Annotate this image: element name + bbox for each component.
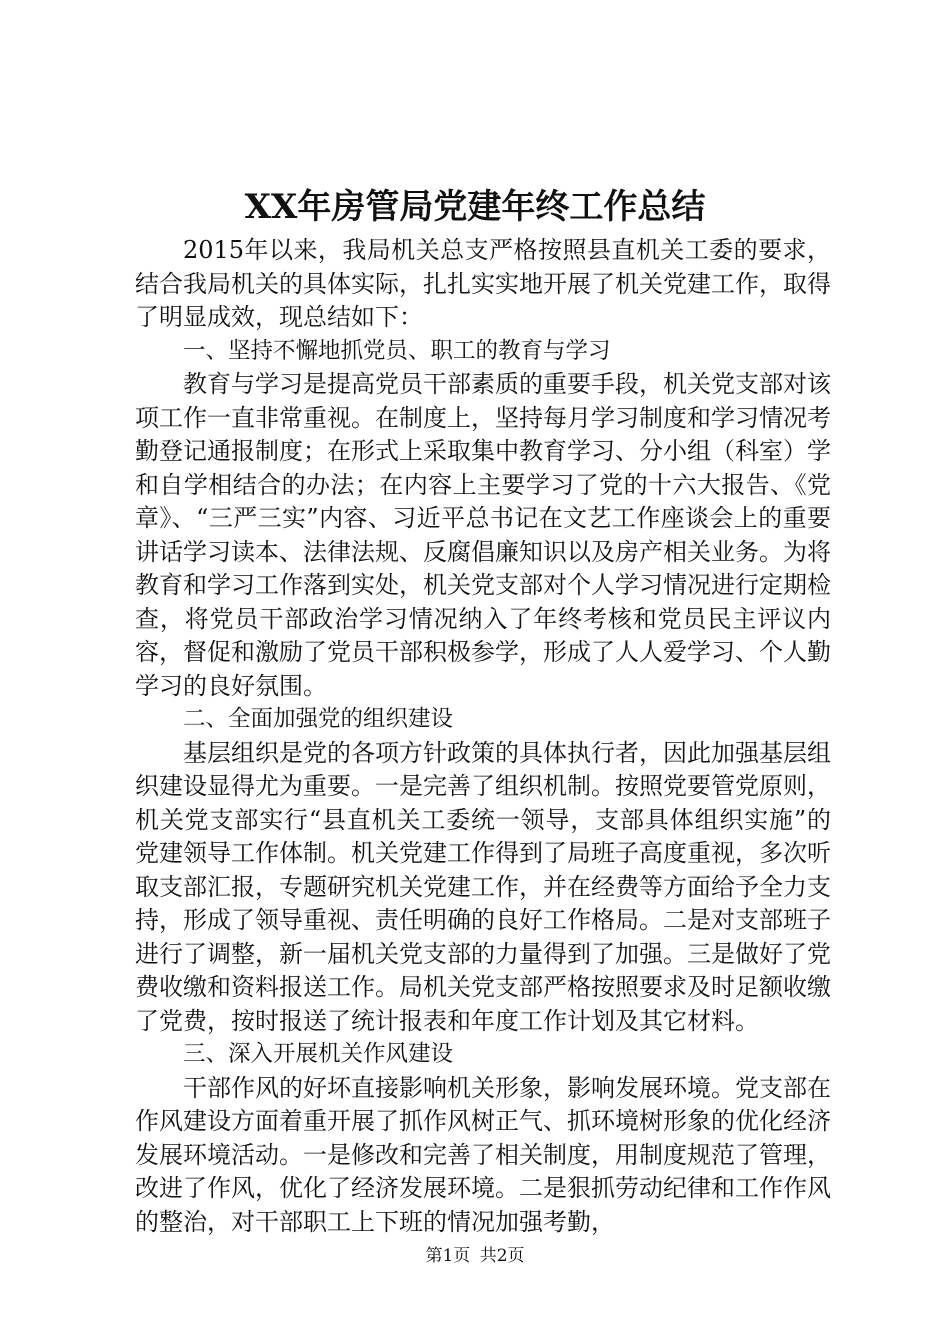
section-2-heading: 二、全面加强党的组织建设 <box>183 706 454 732</box>
section-1-body: 教育与学习是提高党员干部素质的重要手段，机关党支部对该项工作一直非常重视。在制度上，坚持每月学习制度和学习情况考勤登记通报制度；在形式上采取集中教育学习、分小组（科室）学和自学相结合的办法；在内容上主要学习了党的十六大报告、《党章》、“三严三实”内容、习近平总书记在文艺工作座谈会上的重要讲话学习读本、法律法规、反腐倡廉知识以及房产相关业务。为将教育和学习工作落到实处，机关党支部对个人学习情况进行定期检查，将党员干部政治学习情况纳入了年终考核和党员民主评议内容，督促和激励了党员干部积极参学，形成了人人爱学习、个人勤学习的良好氛围。 <box>135 370 831 700</box>
section-3-body: 干部作风的好坏直接影响机关形象，影响发展环境。党支部在作风建设方面着重开展了抓作风树正气、抓环境树形象的优化经济发展环境活动。一是修改和完善了相关制度，用制度规范了管理，改进了作风，优化了经济发展环境。二是狠抓劳动纪律和工作作风的整治，对干部职工上下班的情况加强考勤， <box>135 1073 831 1236</box>
current-page-number: 第1页 <box>425 1246 471 1266</box>
intro-paragraph: 2015年以来，我局机关总支严格按照县直机关工委的要求，结合我局机关的具体实际，扎扎实实地开展了机关党建工作，取得了明显成效，现总结如下： <box>135 236 831 331</box>
section-2-body: 基层组织是党的各项方针政策的具体执行者，因此加强基层组织建设显得尤为重要。一是完善了组织机制。按照党要管党原则，机关党支部实行“县直机关工委统一领导，支部具体组织实施”的党建领导工作体制。机关党建工作得到了局班子高度重视，多次听取支部汇报，专题研究机关党建工作，并在经费等方面给予全力支持，形成了领导重视、责任明确的良好工作格局。二是对支部班子进行了调整，新一届机关党支部的力量得到了加强。三是做好了党费收缴和资料报送工作。局机关党支部严格按照要求及时足额收缴了党费，按时报送了统计报表和年度工作计划及其它材料。 <box>135 738 831 1035</box>
total-pages: 共2页 <box>479 1246 525 1266</box>
document-body <box>135 234 831 1239</box>
page-footer <box>0 1244 950 1268</box>
document-title: XX年房管局党建年终工作总结 <box>244 187 706 227</box>
section-3-heading: 三、深入开展机关作风建设 <box>183 1041 454 1067</box>
section-1-heading: 一、坚持不懈地抓党员、职工的教育与学习 <box>183 337 611 364</box>
